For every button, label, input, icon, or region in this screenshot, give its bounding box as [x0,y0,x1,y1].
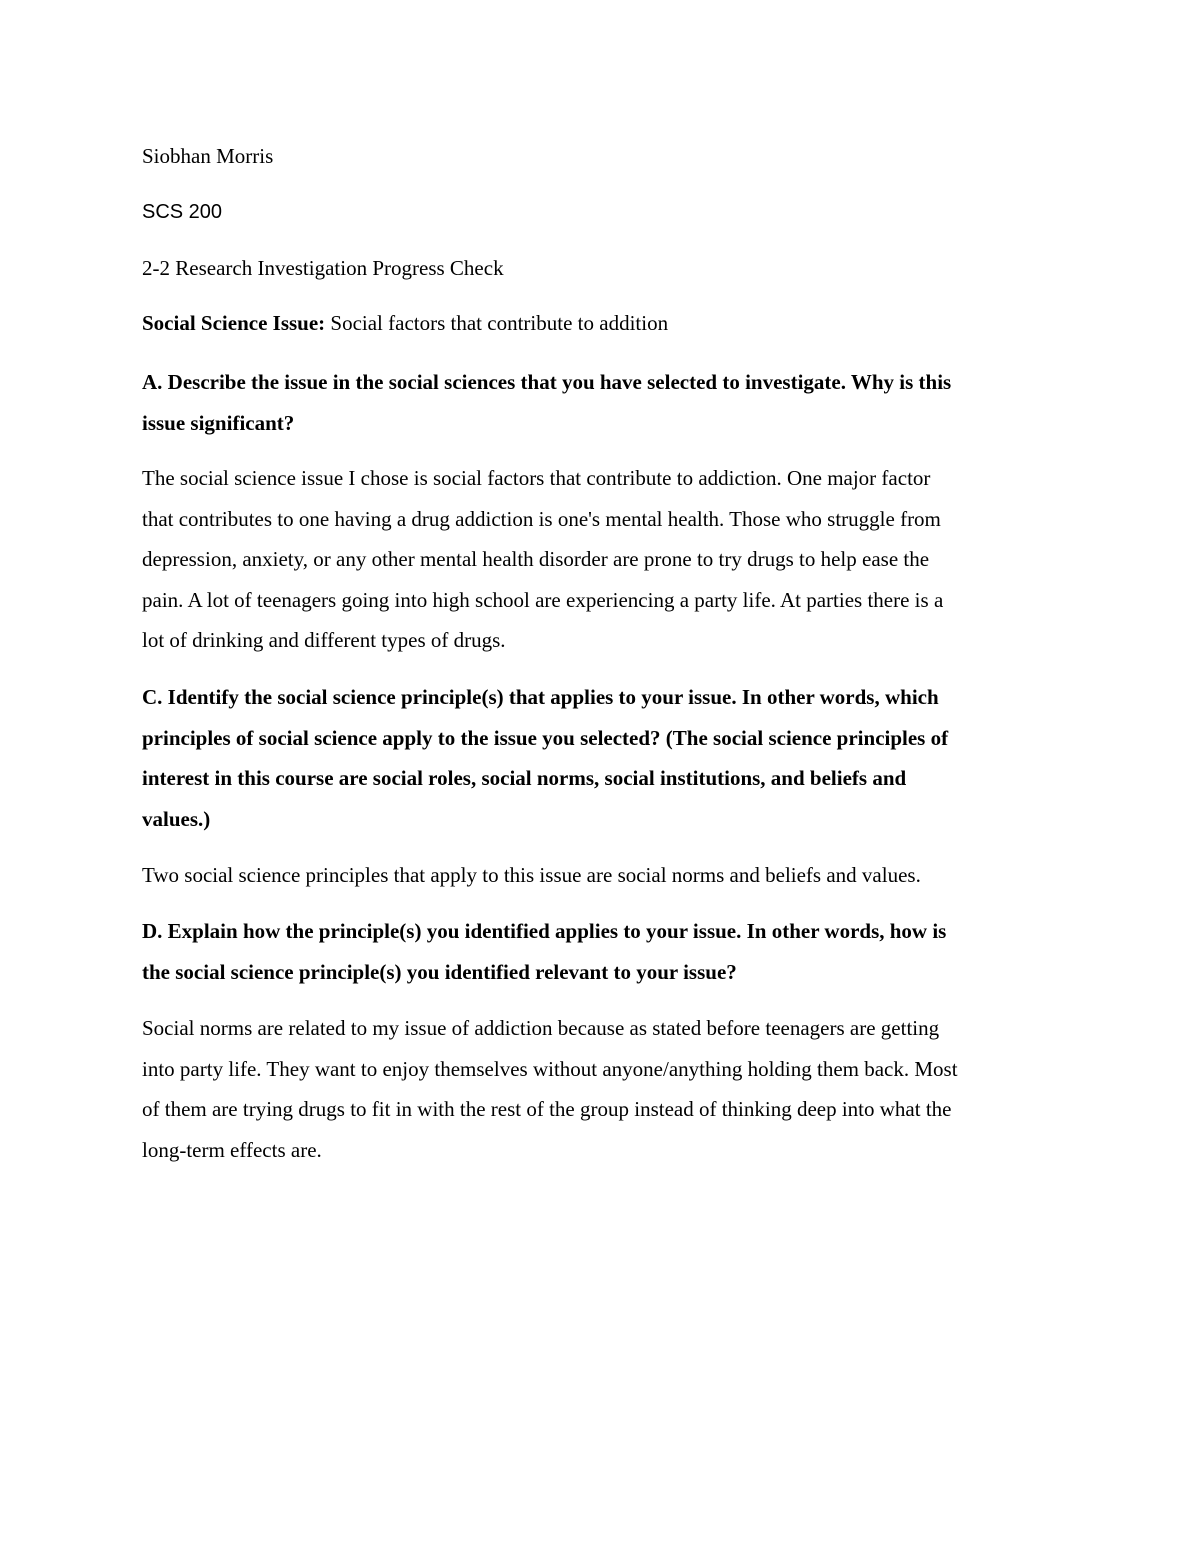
question-line: principles of social science apply to the issue you selected? (The social science principles of [142,725,949,750]
question-line: issue significant? [142,410,295,435]
answer-line: depression, anxiety, or any other mental health disorder are prone to try drugs to help ease the [142,547,930,571]
course-code: SCS 200 [142,201,223,223]
student-name: Siobhan Morris [142,144,274,168]
issue-label: Social Science Issue: [142,311,326,335]
answer-line: long-term effects are. [142,1137,322,1162]
answer-line: pain. A lot of teenagers going into high school are experiencing a party life. At parties there is a [142,587,944,612]
answer-line: The social science issue I chose is social factors that contribute to addiction. One major factor [142,466,931,490]
question-line: C. Identify the social science principle(s) that applies to your issue. In other words, which [142,685,939,709]
answer-line: that contributes to one having a drug addiction is one's mental health. Those who struggle from [142,506,941,531]
answer-line: into party life. They want to enjoy themselves without anyone/anything holding them back. Most [142,1056,958,1081]
section-c-question [142,677,1072,839]
section-a-answer [142,458,1072,661]
answer-line: Two social science principles that apply to this issue are social norms and beliefs and values. [142,863,921,887]
question-line: D. Explain how the principle(s) you identified applies to your issue. In other words, how is [142,919,947,943]
assignment-title: 2-2 Research Investigation Progress Check [142,256,504,280]
question-line: the social science principle(s) you identified relevant to your issue? [142,959,737,984]
section-d-question [142,911,1072,992]
question-line: A. Describe the issue in the social sciences that you have selected to investigate. Why is this [142,370,952,394]
section-a-question [142,362,1072,443]
issue-statement [142,309,668,337]
issue-value: Social factors that contribute to addition [325,311,669,335]
section-c-answer [142,855,1072,896]
answer-line: of them are trying drugs to fit in with the rest of the group instead of thinking deep into what the [142,1097,952,1121]
section-d-answer [142,1008,1072,1170]
question-line: interest in this course are social roles, social norms, social institutions, and beliefs and [142,766,907,790]
question-line: values.) [142,806,211,831]
answer-line: Social norms are related to my issue of addiction because as stated before teenagers are getting [142,1016,940,1040]
answer-line: lot of drinking and different types of drugs. [142,628,506,652]
